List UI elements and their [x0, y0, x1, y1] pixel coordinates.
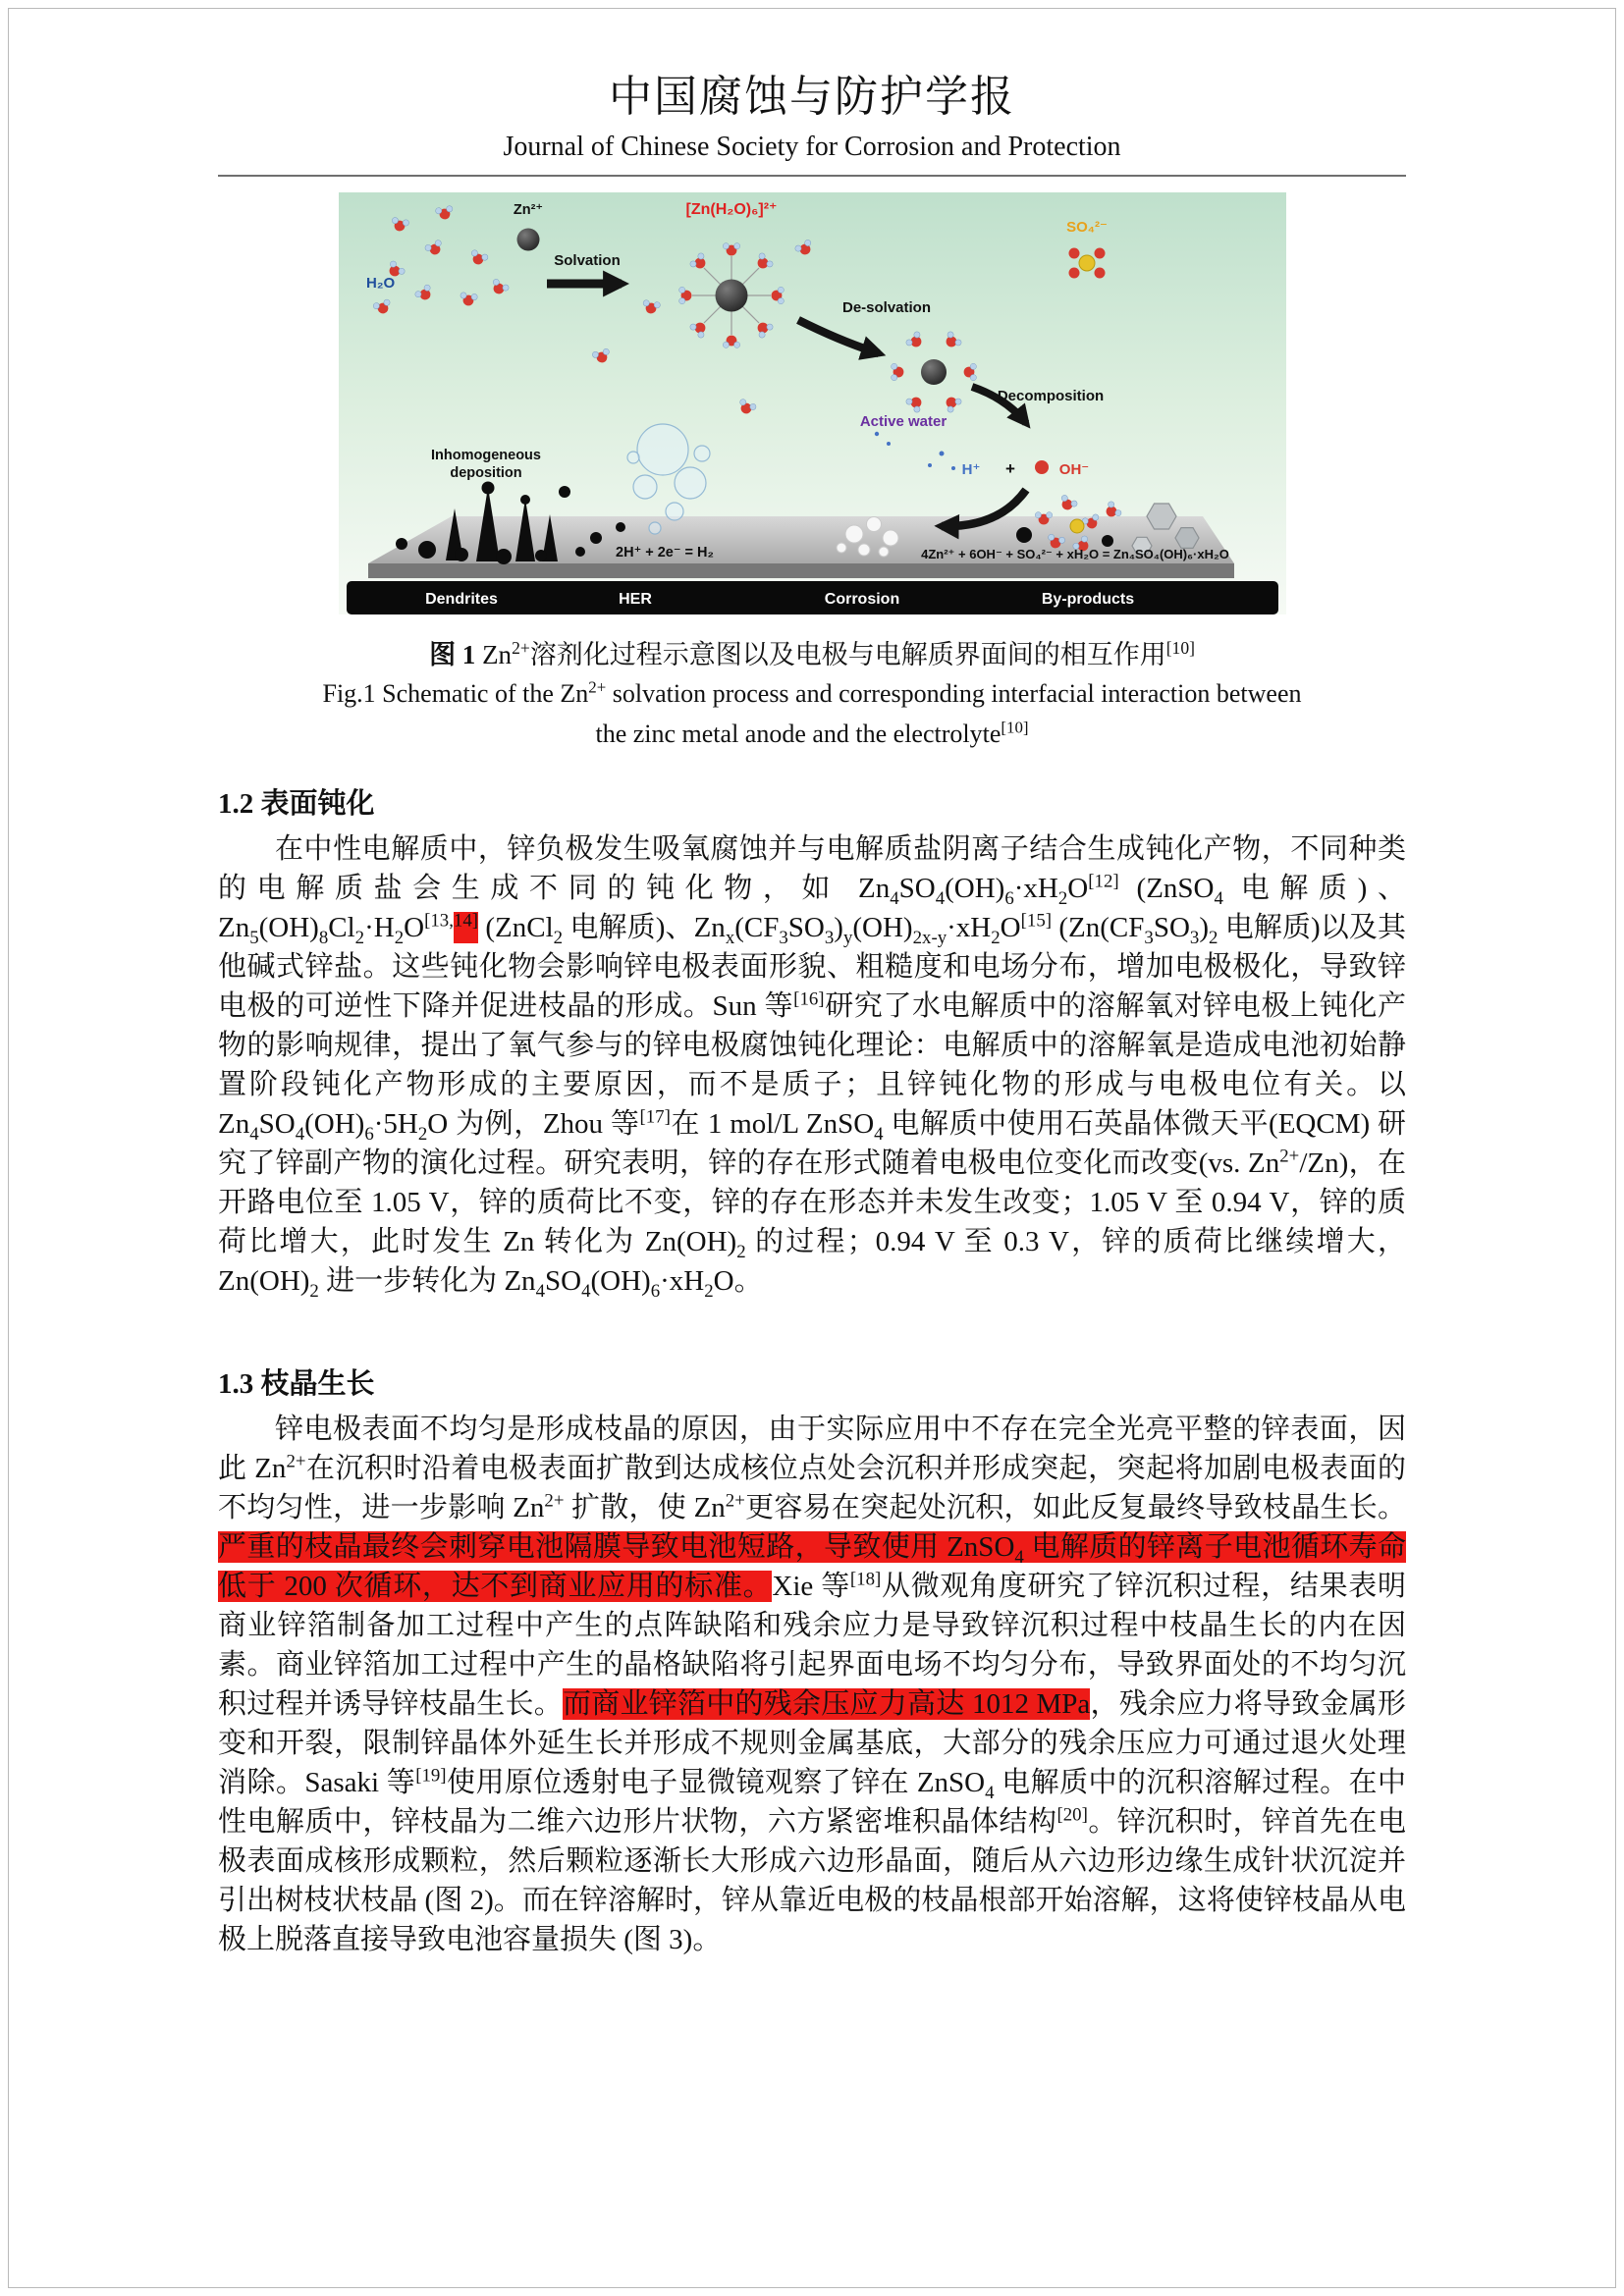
journal-title-zh: 中国腐蚀与防护学报	[609, 73, 1015, 121]
header-divider	[218, 175, 1406, 177]
desolvation-label: De-solvation	[841, 299, 931, 316]
journal-header	[218, 61, 1406, 177]
h-plus-label: H⁺	[961, 461, 980, 478]
page-content	[218, 61, 1406, 1959]
plus-sign: +	[1004, 459, 1015, 478]
sulfate-label: SO₄²⁻	[1065, 219, 1108, 236]
figure1-caption-zh: 图 1 $Zn^{2+}$溶剂化过程示意图以及电极与电解质界面间的相互作用[10]	[429, 638, 1195, 669]
figure1-caption-en-line2: the zinc metal anode and the electrolyte[10]	[595, 718, 1029, 748]
zn-ion-label: Zn²⁺	[513, 202, 543, 218]
figure-1	[218, 192, 1406, 752]
decomposition-label: Decomposition	[997, 388, 1104, 404]
inhomogeneous-deposition-label-line1: Inhomogeneous	[430, 448, 541, 463]
section-1-2	[218, 781, 1406, 1301]
bar-label-her: HER	[618, 591, 652, 608]
bar-label-corrosion: Corrosion	[824, 591, 899, 608]
figure1-diagram	[339, 192, 1286, 614]
solvation-label: Solvation	[553, 252, 621, 269]
her-equation: 2H⁺ + 2e⁻ = H₂	[615, 545, 714, 561]
figure1-caption	[218, 633, 1406, 752]
bar-label-dendrites: Dendrites	[424, 591, 498, 608]
figure1-caption-en-line1: Fig.1 Schematic of the $Zn^{2+}$ solvation process and corresponding interfacial interaction between	[322, 677, 1302, 708]
h2o-label: H₂O	[365, 275, 395, 292]
section-1-2-heading: 1.2 表面钝化	[218, 788, 375, 820]
active-water-label: Active water	[859, 413, 947, 430]
section-1-3-paragraph: 锌电极表面不均匀是形成枝晶的原因，由于实际应用中不存在完全光亮平整的锌表面，因此 $Zn^{2+}$在沉积时沿着电极表面扩散到达成核位点处会沉积并形成突起，突起将加剧电极表面的不均匀性，进一步影响 $Zn^{2+}$ 扩散，使 $Zn^{2+}$更容易在突起处沉积，如此反复最终导致枝晶生长。严重的枝晶最终会刺穿电池隔膜导致电池短路，导致使用 ZnSO$_4$ 电解质的锌离子电池循环寿命低于 200 次循环，达不到商业应用的标准。Xie 等[18]从微观角度研究了锌沉积过程，结果表明商业锌箔制备加工过程中产生的点阵缺陷和残余应力是导致锌沉积过程中枝晶生长的内在因素。商业锌箔加工过程中产生的晶格缺陷将引起界面电场不均匀分布，导致界面处的不均匀沉积过程并诱导锌枝晶生长。而商业锌箔中的残余压应力高达 1012 MPa，残余应力将导致金属形变和开裂，限制锌晶体外延生长并形成不规则金属基底，大部分的残余压应力可通过退火处理消除。Sasaki 等[19]使用原位透射电子显微镜观察了锌在 ZnSO$_4$ 电解质中的沉积溶解过程。在中性电解质中，锌枝晶为二维六边形片状物，六方紧密堆积晶体结构[20]。锌沉积时，锌首先在电极表面成核形成颗粒，然后颗粒逐渐长大形成六边形晶面，随后从六边形边缘生成针状沉淀并引出树枝状枝晶 (图 2)。而在锌溶解时，锌从靠近电极的枝晶根部开始溶解，这将使锌枝晶从电极上脱落直接导致电池容量损失 (图 3)。	[218, 1414, 1406, 1955]
journal-title-en: Journal of Chinese Society for Corrosion and Protection	[503, 132, 1121, 162]
byproduct-equation: 4Zn²⁺ + 6OH⁻ + SO₄²⁻ + xH₂O = Zn₄SO₄(OH)₆·xH₂O	[920, 547, 1229, 561]
solvated-complex-label: [Zn(H₂O)₆]²⁺	[684, 201, 778, 218]
bar-label-byproducts: By-products	[1041, 591, 1134, 608]
inhomogeneous-deposition-label-line2: deposition	[449, 465, 522, 481]
section-1-3-heading: 1.3 枝晶生长	[218, 1368, 375, 1400]
section-1-2-paragraph: 在中性电解质中，锌负极发生吸氧腐蚀并与电解质盐阴离子结合生成钝化产物，不同种类的电解质盐会生成不同的钝化物，如 $Zn_4SO_4(OH)_6\cdot xH_2O[12]$ (ZnSO$_4$ 电解质)、$Zn_5(OH)_8Cl_2\cdot H_2O[13,14]$ (ZnCl$_2$ 电解质)、$Zn_x(CF_3SO_3)_y(OH)_{2x-y}\cdot xH_2O[15]$ ($Zn(CF_3SO_3)_2$ 电解质)以及其他碱式锌盐。这些钝化物会影响锌电极表面形貌、粗糙度和电场分布，增加电极极化，导致锌电极的可逆性下降并促进枝晶的形成。Sun 等[16]研究了水电解质中的溶解氧对锌电极上钝化产物的影响规律，提出了氧气参与的锌电极腐蚀钝化理论：电解质中的溶解氧是造成电池初始静置阶段钝化产物形成的主要原因，而不是质子；且锌钝化物的形成与电极电位有关。以 $Zn_4SO_4(OH)_6\cdot 5H_2O$ 为例，Zhou 等[17]在 1 mol/L ZnSO$_4$ 电解质中使用石英晶体微天平(EQCM) 研究了锌副产物的演化过程。研究表明，锌的存在形式随着电极电位变化而改变(vs. $Zn^{2+}/Zn$)，在开路电位至 1.05 V，锌的质荷比不变，锌的存在形态并未发生改变；1.05 V 至 0.94 V，锌的质荷比增大，此时发生 Zn 转化为 $Zn(OH)_2$ 的过程；0.94 V 至 0.3 V，锌的质荷比继续增大，$Zn(OH)_2$ 进一步转化为 $Zn_4SO_4(OH)_6\cdot xH_2O$。	[218, 833, 1406, 1302]
zn-ion-sphere	[516, 229, 539, 251]
hydroxide-sphere	[1035, 460, 1049, 474]
oh-minus-label: OH⁻	[1058, 461, 1089, 478]
section-1-3	[218, 1362, 1406, 1959]
